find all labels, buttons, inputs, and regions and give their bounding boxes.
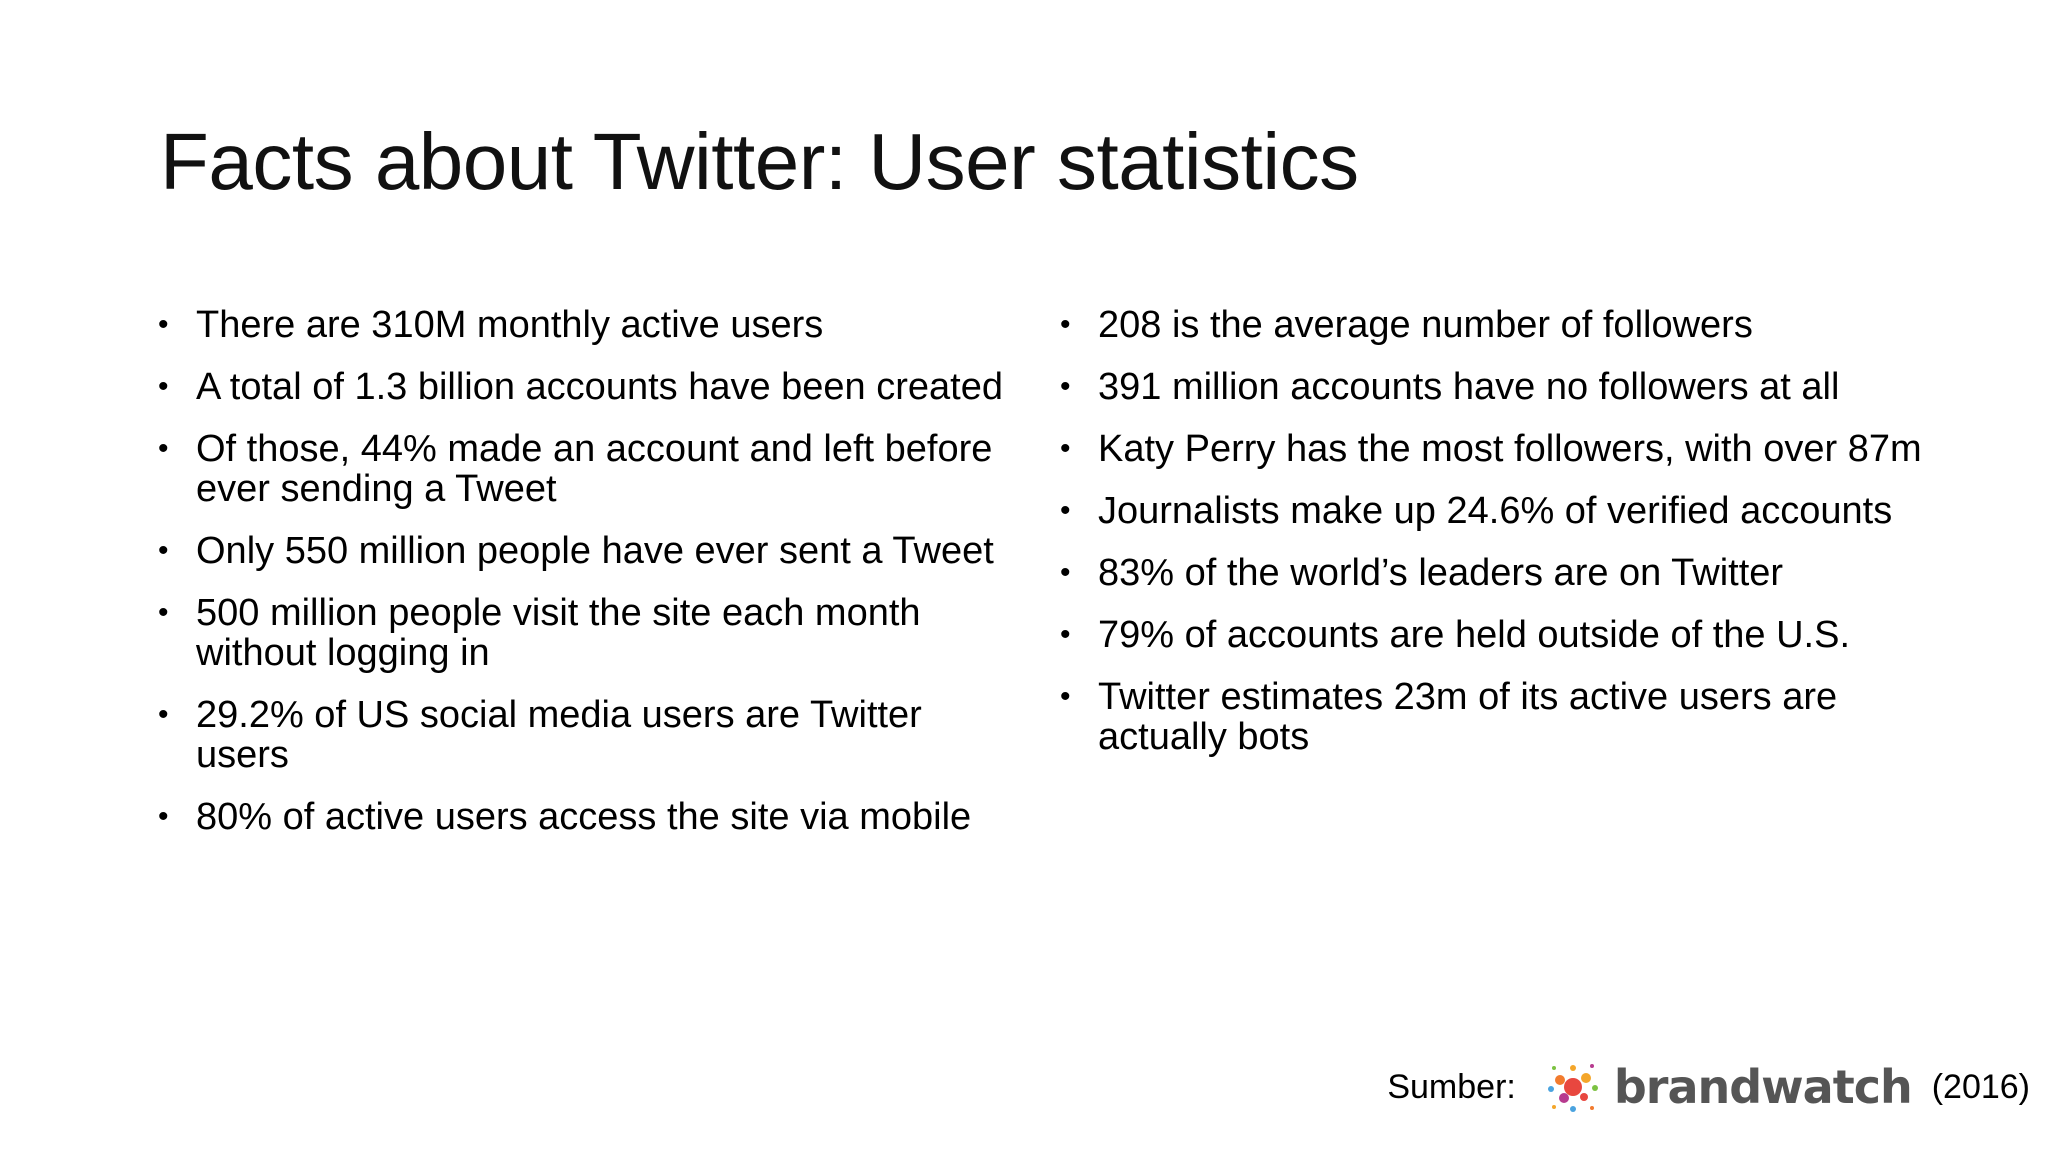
source-label: Sumber: [1387,1067,1516,1106]
list-item-text: 500 million people visit the site each month without logging in [196,592,921,674]
list-item-text: There are 310M monthly active users [196,304,824,346]
bullet-icon: • [1060,494,1071,527]
source-year: (2016) [1931,1067,2030,1106]
list-item-text: 391 million accounts have no followers at all [1098,366,1840,408]
brandwatch-wordmark: brandwatch [1613,1060,1912,1114]
brandwatch-dots-icon [1542,1056,1604,1118]
list-item-text: Journalists make up 24.6% of verified accounts [1098,490,1893,532]
list-item-text: A total of 1.3 billion accounts have been created [196,366,1003,408]
list-item [158,429,1008,509]
bullet-icon: • [158,432,169,465]
left-bullet-list [158,305,1008,859]
list-item [158,797,1008,837]
list-item-text: Katy Perry has the most followers, with over 87m [1098,428,1922,470]
bullet-icon: • [158,534,169,567]
list-item-text: Of those, 44% made an account and left before ever sending a Tweet [196,428,993,510]
bullet-icon: • [1060,618,1071,651]
list-item [1060,429,1940,469]
bullet-icon: • [158,698,169,731]
slide-title: Facts about Twitter: User statistics [160,117,1359,206]
list-item-text: 80% of active users access the site via mobile [196,796,972,838]
list-item [1060,677,1940,757]
list-item-text: Only 550 million people have ever sent a Tweet [196,530,994,572]
bullet-icon: • [1060,680,1071,713]
list-item [1060,367,1940,407]
list-item [1060,615,1940,655]
list-item [1060,491,1940,531]
list-item-text: 83% of the world’s leaders are on Twitter [1098,552,1784,594]
bullet-icon: • [158,596,169,629]
brandwatch-logo [1542,1056,1912,1118]
list-item-text: Twitter estimates 23m of its active users are actually bots [1098,676,1838,758]
list-item [158,367,1008,407]
right-bullet-list [1060,305,1940,779]
bullet-icon: • [158,800,169,833]
source-credit [1387,1056,2030,1118]
list-item [1060,553,1940,593]
list-item [158,593,1008,673]
bullet-icon: • [1060,370,1071,403]
list-item [158,695,1008,775]
bullet-icon: • [1060,432,1071,465]
bullet-icon: • [158,370,169,403]
bullet-icon: • [1060,308,1071,341]
bullet-icon: • [1060,556,1071,589]
list-item [158,305,1008,345]
list-item-text: 208 is the average number of followers [1098,304,1753,346]
list-item-text: 79% of accounts are held outside of the U.S. [1098,614,1851,656]
list-item [1060,305,1940,345]
bullet-icon: • [158,308,169,341]
list-item [158,531,1008,571]
list-item-text: 29.2% of US social media users are Twitter users [196,694,922,776]
